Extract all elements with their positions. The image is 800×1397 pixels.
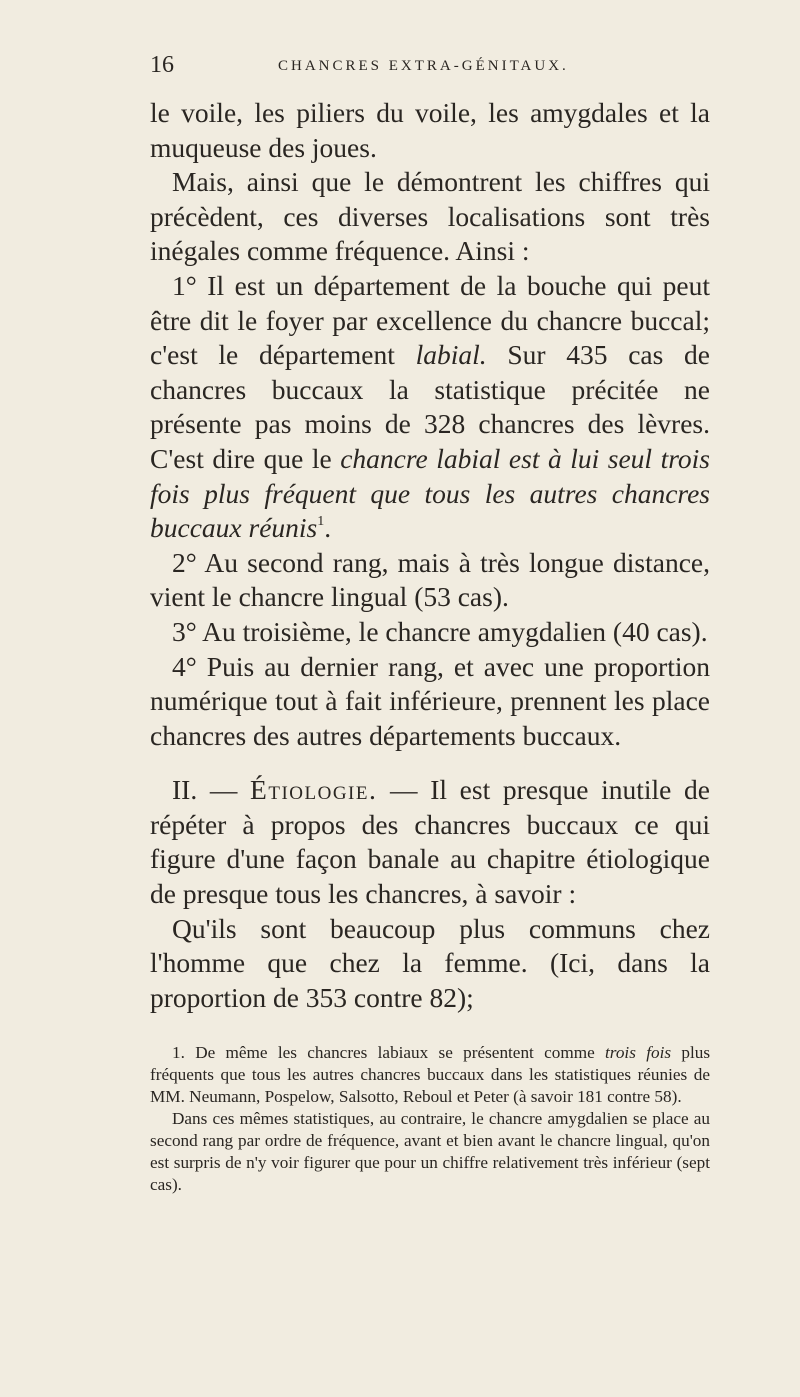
italic-text: chancre labial est à lui seul trois fois plus fréquent que tous les autres chancres buccaux réunis [150,442,710,544]
text-run: Sur 435 cas de chancres buccaux la statistique précitée ne présente pas moins de 328 chancres des lèvres. C'est dire que le [150,339,710,474]
italic-text: labial. [415,339,487,371]
footnotes [150,1042,710,1196]
paragraph [150,269,710,546]
italic-text: trois fois [605,1043,672,1062]
section-title: Étiologie. [250,774,378,806]
text-run: — Il est presque inutile de répéter à propos des chancres buccaux ce qui figure d'une façon banale au chapitre étiologique de presque tous les chancres, à savoir : [150,774,710,910]
main-text [150,96,710,1015]
footnote: Dans ces mêmes statistiques, au contraire, le chancre amygdalien se place au second rang par ordre de fréquence, avant et bien avant le chancre lingual, qu'on est surpris de n'y voir figurer que pour un chiffre relativement très inférieur (sept cas). [150,1109,710,1194]
text-run: 1° Il est un département de la bouche qui peut être dit le foyer par excellence du chancre buccal; c'est le département [150,269,710,371]
paragraph: le voile, les piliers du voile, les amygdales et la muqueuse des joues. [150,97,710,163]
running-head: CHANCRES EXTRA-GÉNITAUX. [278,58,569,74]
text-run: . [324,512,332,544]
text-run: plus fréquents que tous les autres chancres buccaux dans les statistiques réunies de MM. Neumann, Pospelow, Salsotto, Reboul et Peter (à savoir 181 contre 58). [150,1043,711,1106]
paragraph: 2° Au second rang, mais à très longue distance, vient le chancre lingual (53 cas). [150,546,710,613]
paragraph: Mais, ainsi que le démontrent les chiffres qui précèdent, ces diverses localisations sont très inégales comme fréquence. Ainsi : [150,166,710,267]
paragraph: Qu'ils sont beaucoup plus communs chez l'homme que chez la femme. (Ici, dans la proportion de 353 contre 82); [150,912,710,1013]
paragraph: 4° Puis au dernier rang, et avec une proportion numérique tout à fait inférieure, prennent les place chancres des autres départements buccaux. [150,650,710,751]
section-number: II. — [172,774,251,806]
page-number: 16 [150,52,174,78]
paragraph: 3° Au troisième, le chancre amygdalien (40 cas). [172,615,708,647]
section-paragraph [150,773,710,911]
footnote-ref[interactable]: 1 [317,514,325,530]
page-header [150,52,710,82]
footnote [150,1042,710,1108]
text-run: 1. De même les chancres labiaux se présentent comme [172,1043,606,1062]
